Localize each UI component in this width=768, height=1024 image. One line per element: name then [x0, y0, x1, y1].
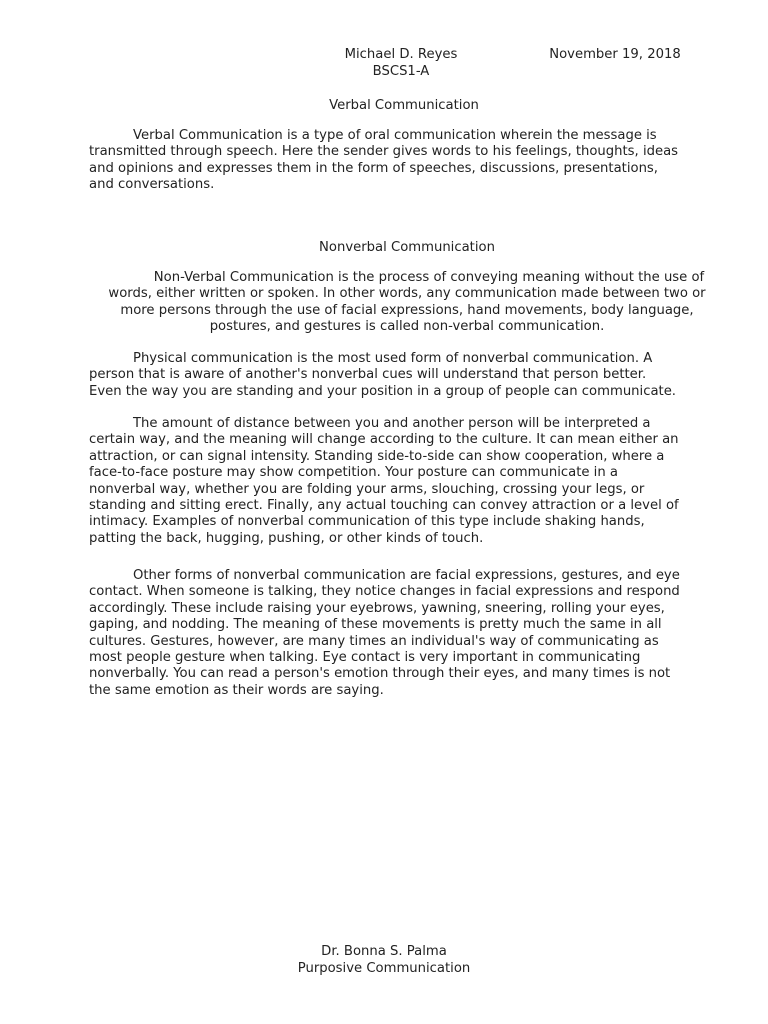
- nonverbal-paragraph-3-text: The amount of distance between you and another person will be interpreted a certain way, and the meaning will change according to the culture. It can mean either an attraction, or can signal intensity. Standing side-to-side can show cooperation, where a face-to-face posture may show competition. Your posture can communicate in a nonverbal way, whether you are folding your arms, slouching, crossing your legs, or standing and sitting erect. Finally, any actual touching can convey attraction or a level of intimacy. Examples of nonverbal communication of this type include shaking hands, patting the back, hugging, pushing, or other kinds of touch.: [89, 416, 679, 546]
- nonverbal-paragraph-1-text: Non-Verbal Communication is the process of conveying meaning without the use of words, either written or spoken. In other words, any communication made between two or more persons through the use of facial expressions, hand movements, body language, postures, and gestures is called non-verbal communication.: [108, 270, 706, 335]
- author-name: Michael D. Reyes: [344, 47, 458, 62]
- nonverbal-paragraph-2: [89, 351, 681, 400]
- nonverbal-paragraph-4: [89, 568, 681, 699]
- nonverbal-paragraph-3: [89, 416, 681, 547]
- verbal-paragraph: [89, 128, 681, 194]
- verbal-paragraph-text: Verbal Communication is a type of oral communication wherein the message is transmitted through speech. Here the sender gives words to his feelings, thoughts, ideas and opinions and expresses them in the form of speeches, discussions, presentations, and conversations.: [89, 128, 679, 193]
- nonverbal-paragraph-1: [97, 270, 717, 336]
- course-name: Purposive Communication: [297, 961, 471, 976]
- nonverbal-paragraph-2-text: Physical communication is the most used form of nonverbal communication. A person that is aware of another's nonverbal cues will understand that person better. Even the way you are standing and your position in a group of people can communicate.: [89, 351, 677, 399]
- document-date: November 19, 2018: [549, 47, 681, 62]
- verbal-communication-title: Verbal Communication: [329, 98, 479, 113]
- nonverbal-paragraph-4-text: Other forms of nonverbal communication are facial expressions, gestures, and eye contact. When someone is talking, they notice changes in facial expressions and respond accordingly. These include raising your eyebrows, yawning, sneering, rolling your eyes, gaping, and nodding. The meaning of these movements is pretty much the same in all cultures. Gestures, however, are many times an individual's way of communicating as most people gesture when talking. Eye contact is very important in communicating nonverbally. You can read a person's emotion through their eyes, and many times is not the same emotion as their words are saying.: [89, 568, 680, 698]
- instructor-name: Dr. Bonna S. Palma: [321, 944, 447, 959]
- nonverbal-communication-title: Nonverbal Communication: [319, 240, 495, 255]
- author-section: BSCS1-A: [372, 64, 430, 79]
